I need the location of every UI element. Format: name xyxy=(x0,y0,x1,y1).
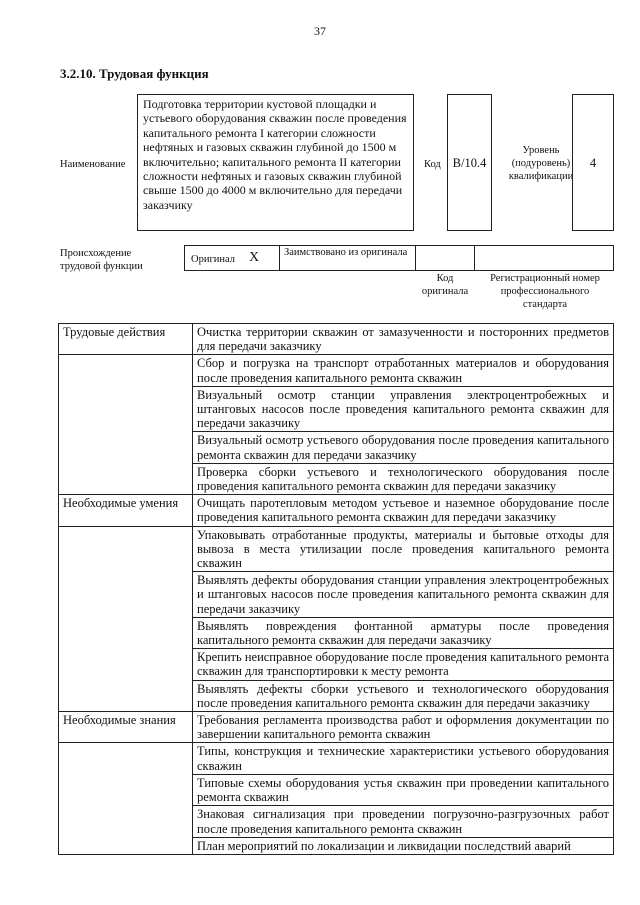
origin-code-cell xyxy=(415,245,475,271)
item-cell: Очищать паротепловым методом устьевое и наземное оборудование после проведения капитального ремонта скважин для передачи заказчику xyxy=(193,495,614,526)
table-row xyxy=(59,649,614,680)
item-cell: Выявлять повреждения фонтанной арматуры после проведения капитального ремонта скважин для передачи заказчику xyxy=(193,617,614,648)
table-row xyxy=(59,806,614,837)
category-cell xyxy=(59,837,193,854)
name-label: Наименование xyxy=(60,159,126,170)
category-cell: Трудовые действия xyxy=(59,324,193,355)
item-cell: План мероприятий по локализации и ликвидации последствий аварий xyxy=(193,837,614,854)
table-row xyxy=(59,572,614,618)
name-text: Подготовка территории кустовой площадки и устьевого оборудования скважин после проведения капитального ремонта I категории сложности нефтяных и газовых скважин глубиной до 1500 м включительно; капитального ремонта II категории сложности нефтяных и газовых скважин глубиной свыше 1500 до 4000 м включительно для передачи заказчику xyxy=(143,97,407,212)
origin-original-cell xyxy=(184,245,280,271)
item-cell: Упаковывать отработанные продукты, материалы и бытовые отходы для вывоза в места утилизации после проведения капитального ремонта скважин xyxy=(193,526,614,572)
table-row xyxy=(59,355,614,386)
level-box xyxy=(572,94,614,231)
category-cell xyxy=(59,386,193,432)
item-cell: Крепить неисправное оборудование после проведения капитального ремонта скважин для транспортировки к месту ремонта xyxy=(193,649,614,680)
table-row xyxy=(59,324,614,355)
category-cell xyxy=(59,432,193,463)
item-cell: Сбор и погрузка на транспорт отработанных материалов и оборудования после проведения капитального ремонта скважин xyxy=(193,355,614,386)
item-cell: Требования регламента производства работ и оформления документации по завершении капитального ремонта скважин xyxy=(193,712,614,743)
code-original-caption: Код оригинала xyxy=(421,273,469,297)
category-cell xyxy=(59,526,193,572)
origin-borrowed-cell xyxy=(279,245,416,271)
item-cell: Проверка сборки устьевого и технологического оборудования после проведения капитального ремонта скважин для передачи заказчику xyxy=(193,463,614,494)
category-cell xyxy=(59,743,193,774)
category-cell xyxy=(59,680,193,711)
code-label: Код xyxy=(424,159,441,170)
table-row xyxy=(59,743,614,774)
original-label: Оригинал xyxy=(191,254,235,265)
function-table xyxy=(58,323,614,855)
category-cell xyxy=(59,572,193,618)
category-cell: Необходимые знания xyxy=(59,712,193,743)
code-box xyxy=(447,94,492,231)
reg-number-caption: Регистрационный номер профессионального стандарта xyxy=(490,273,600,310)
category-cell: Необходимые умения xyxy=(59,495,193,526)
item-cell: Визуальный осмотр устьевого оборудования после проведения капитального ремонта скважин для передачи заказчику xyxy=(193,432,614,463)
item-cell: Визуальный осмотр станции управления электроцентробежных и штанговых насосов после проведения капитального ремонта скважин для передачи заказчику xyxy=(193,386,614,432)
page-number: 37 xyxy=(314,24,326,38)
code-value: B/10.4 xyxy=(452,156,487,170)
table-row xyxy=(59,526,614,572)
item-cell: Выявлять дефекты оборудования станции управления электроцентробежных и штанговых насосов после проведения капитального ремонта скважин для передачи заказчику xyxy=(193,572,614,618)
category-cell xyxy=(59,649,193,680)
item-cell: Типовые схемы оборудования устья скважин при проведении капитального ремонта скважин xyxy=(193,774,614,805)
origin-reg-cell xyxy=(474,245,614,271)
origin-label: Происхождение трудовой функции xyxy=(60,248,143,272)
item-cell: Очистка территории скважин от замазученности и посторонних предметов для передачи заказчику xyxy=(193,324,614,355)
level-value: 4 xyxy=(589,156,597,170)
category-cell xyxy=(59,617,193,648)
table-row xyxy=(59,386,614,432)
category-cell xyxy=(59,806,193,837)
table-row xyxy=(59,774,614,805)
category-cell xyxy=(59,355,193,386)
item-cell: Типы, конструкция и технические характеристики устьевого оборудования скважин xyxy=(193,743,614,774)
name-box xyxy=(137,94,414,231)
level-label: Уровень (подуровень) квалификации xyxy=(508,145,574,182)
table-row xyxy=(59,680,614,711)
table-row xyxy=(59,463,614,494)
category-cell xyxy=(59,774,193,805)
table-row xyxy=(59,432,614,463)
table-row xyxy=(59,617,614,648)
original-mark: X xyxy=(249,250,260,265)
table-row xyxy=(59,837,614,854)
section-title: 3.2.10. Трудовая функция xyxy=(60,66,209,81)
item-cell: Выявлять дефекты сборки устьевого и технологического оборудования после проведения капитального ремонта скважин для передачи заказчику xyxy=(193,680,614,711)
category-cell xyxy=(59,463,193,494)
table-row xyxy=(59,712,614,743)
item-cell: Знаковая сигнализация при проведении погрузочно-разгрузочных работ после проведения капитального ремонта скважин xyxy=(193,806,614,837)
borrowed-label: Заимствовано из оригинала xyxy=(284,247,408,258)
table-row xyxy=(59,495,614,526)
